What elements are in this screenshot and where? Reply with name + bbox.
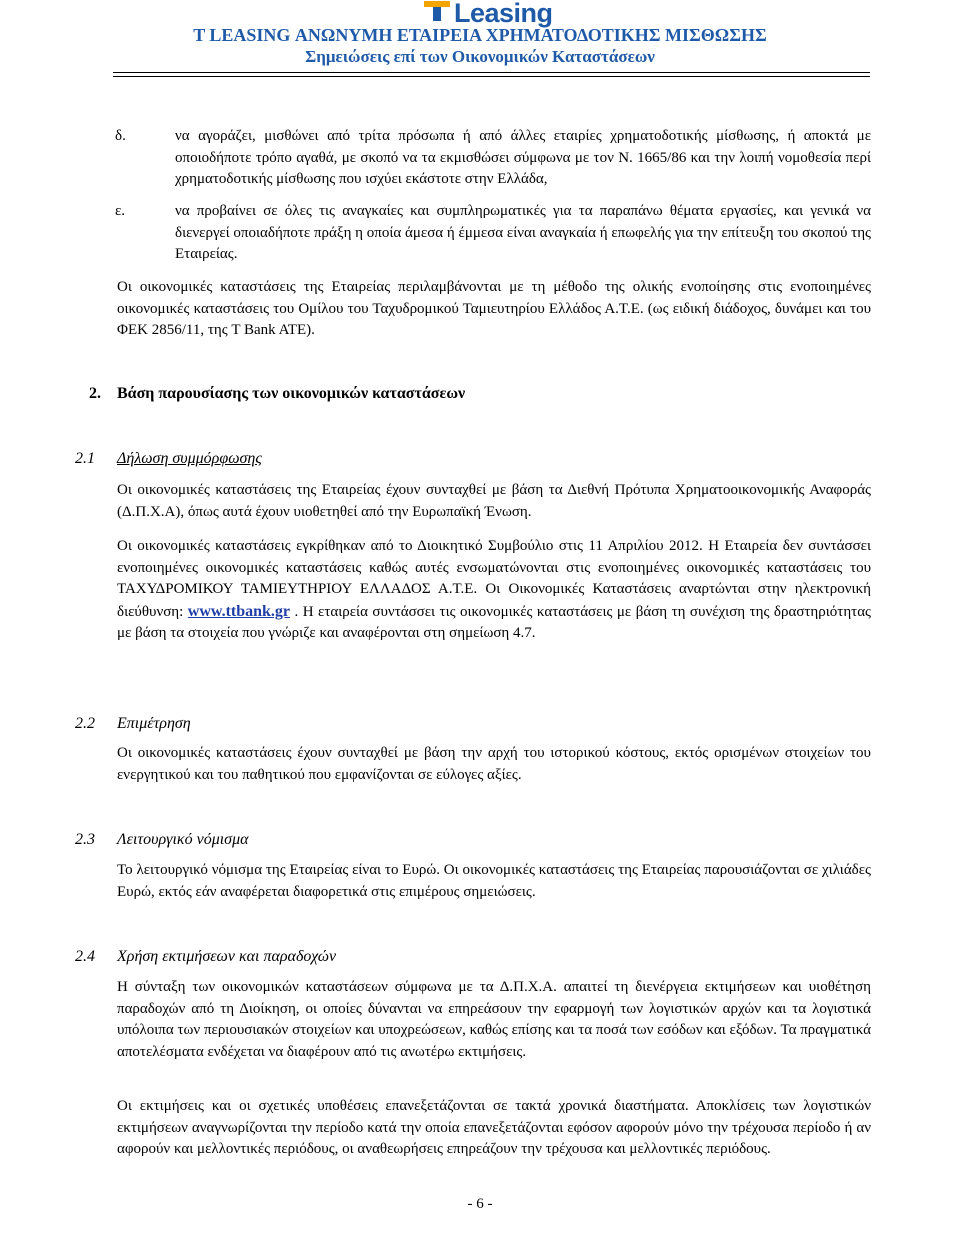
company-name: T LEASING ΑΝΩΝΥΜΗ ΕΤΑΙΡΕΙΑ ΧΡΗΜΑΤΟΔΟΤΙΚΗΣ ΜΙΣΘΩΣΗΣ bbox=[193, 25, 767, 45]
section-heading: Βάση παρουσίασης των οικονομικών καταστάσεων bbox=[117, 385, 466, 402]
approval-text: Οι οικονομικές καταστάσεις εγκρίθηκαν από το Διοικητικό Συμβούλιο στις 11 Απριλίου 2012. Η Εταιρεία δεν συντάσσει ενοποιημένες οικονομικές καταστάσεις καθώς αυτές ενσωματώνονται στις ενοποιημένες οικονομικές καταστάσεις του ΤΑΧΥΔΡΟΜΙΚΟΥ ΤΑΜΙΕΥΤΗΡΙΟΥ ΕΛΛΑΔΟΣ Α.Τ.Ε. Οι Οικονομικές Καταστάσεις αναρτώνται στην ηλεκτρονική διεύθυνση: bbox=[117, 538, 871, 620]
document-subtitle: Σημειώσεις επί των Οικονομικών Καταστάσεων bbox=[305, 47, 655, 66]
logo-text: Leasing bbox=[454, 0, 553, 28]
list-item-text: να αγοράζει, μισθώνει από τρίτα πρόσωπα ή από άλλες εταιρίες χρηματοδοτικής μίσθωσης, ή αποκτά με οποιοδήποτε τρόπο αγαθά, με σκοπό να τα εκμισθώσει σύμφωνα με τον Ν. 1665/86 και την λοιπή νομοθεσία περί χρηματοδοτικής μίσθωσης που ισχύει εκάστοτε στην Ελλάδα, bbox=[175, 128, 871, 187]
subsection-number: 2.3 bbox=[75, 831, 95, 848]
approval-text-continued: . Η εταιρεία συντάσσει τις οικονομικές καταστάσεις με βάση τη συνέχιση της δραστηριότητας με βάση τα στοιχεία που γνώριζε και αναφέρονται στη σημείωση 4.7. bbox=[117, 603, 871, 641]
website-link[interactable]: www.ttbank.gr bbox=[187, 602, 291, 620]
subsection-number: 2.4 bbox=[75, 948, 95, 965]
compliance-paragraph: Οι οικονομικές καταστάσεις της Εταιρείας έχουν συνταχθεί με βάση τα Διεθνή Πρότυπα Χρηματοοικονομικής Αναφοράς (Δ.Π.Χ.Α), όπως αυτά έχουν υιοθετηθεί από την Ευρωπαϊκή Ένωση. bbox=[117, 482, 871, 520]
currency-paragraph: Το λειτουργικό νόμισμα της Εταιρείας είναι το Ευρώ. Οι οικονομικές καταστάσεις της Εταιρείας παρουσιάζονται σε χιλιάδες Ευρώ, εκτός εάν αναφέρεται διαφορετικά στις επιμέρους σημειώσεις. bbox=[117, 862, 871, 900]
intro-paragraph: Οι οικονομικές καταστάσεις της Εταιρείας περιλαμβάνονται με τη μέθοδο της ολικής ενοποίησης στις ενοποιημένες οικονομικές καταστάσεις του Ομίλου του Ταχυδρομικού Ταμιευτηρίου Ελλάδος Α.Τ.Ε. (ως ειδική διάδοχος, δυνάμει και του ΦΕΚ 2856/11, της T Bank ATE). bbox=[117, 279, 871, 338]
header-divider-secondary bbox=[113, 76, 870, 77]
list-item-text: να προβαίνει σε όλες τις αναγκαίες και συμπληρωματικές για τα παραπάνω θέματα εργασίες, και γενικά να διενεργεί οποιαδήποτε πράξη η οποία άμεσα ή έμμεσα είναι αναγκαία ή επωφελής για την επίτευξη του σκοπού της Εταιρείας. bbox=[175, 203, 871, 262]
measurement-paragraph: Οι οικονομικές καταστάσεις έχουν συνταχθεί με βάση την αρχή του ιστορικού κόστους, εκτός ορισμένων στοιχείων του ενεργητικού και του παθητικού που εμφανίζονται σε εύλογες αξίες. bbox=[117, 745, 871, 783]
page-number: - 6 - bbox=[467, 1196, 493, 1212]
subsection-number: 2.2 bbox=[75, 715, 95, 732]
company-logo bbox=[424, 0, 553, 26]
t-logo-icon bbox=[424, 1, 450, 26]
subsection-title: Επιμέτρηση bbox=[117, 715, 191, 732]
subsection-heading bbox=[117, 448, 262, 470]
estimates-paragraph: Η σύνταξη των οικονομικών καταστάσεων σύμφωνα με τα Δ.Π.Χ.Α. απαιτεί τη διενέργεια εκτιμήσεων και υιοθέτηση παραδοχών από τη Διοίκηση, οι οποίες δύνανται να επηρεάσουν την εφαρμογή των λογιστικών αρχών και τα λογιστικά υπόλοιπα των περιουσιακών στοιχείων και υποχρεώσεων, καθώς επίσης και τα ποσά των εσόδων και εξόδων. Τα πραγματικά αποτελέσματα ενδέχεται να διαφέρουν από τις ανωτέρω εκτιμήσεις. bbox=[117, 979, 871, 1060]
section-number: 2. bbox=[89, 385, 101, 402]
estimates-review-paragraph: Οι εκτιμήσεις και οι σχετικές υποθέσεις επανεξετάζονται σε τακτά χρονικά διαστήματα. Αποκλίσεις των λογιστικών εκτιμήσεων αναγνωρίζονται την περίοδο κατά την οποία επανεξετάζονται εφόσον αφορούν μόνο την τρέχουσα περίοδο ή αν αφορούν και μελλοντικές περιόδους, οι αναθεωρήσεις επηρεάζουν την τρέχουσα και μελλοντικές περιόδους. bbox=[117, 1098, 871, 1157]
approval-paragraph bbox=[117, 536, 871, 645]
subsection-number: 2.1 bbox=[75, 450, 95, 467]
subsection-title: Δήλωση συμμόρφωσης bbox=[117, 450, 262, 467]
list-item-label: δ. bbox=[115, 128, 126, 144]
subsection-title: Χρήση εκτιμήσεων και παραδοχών bbox=[117, 948, 337, 965]
header-divider bbox=[113, 72, 870, 73]
subsection-title: Λειτουργικό νόμισμα bbox=[117, 831, 249, 848]
list-item-label: ε. bbox=[115, 203, 126, 219]
